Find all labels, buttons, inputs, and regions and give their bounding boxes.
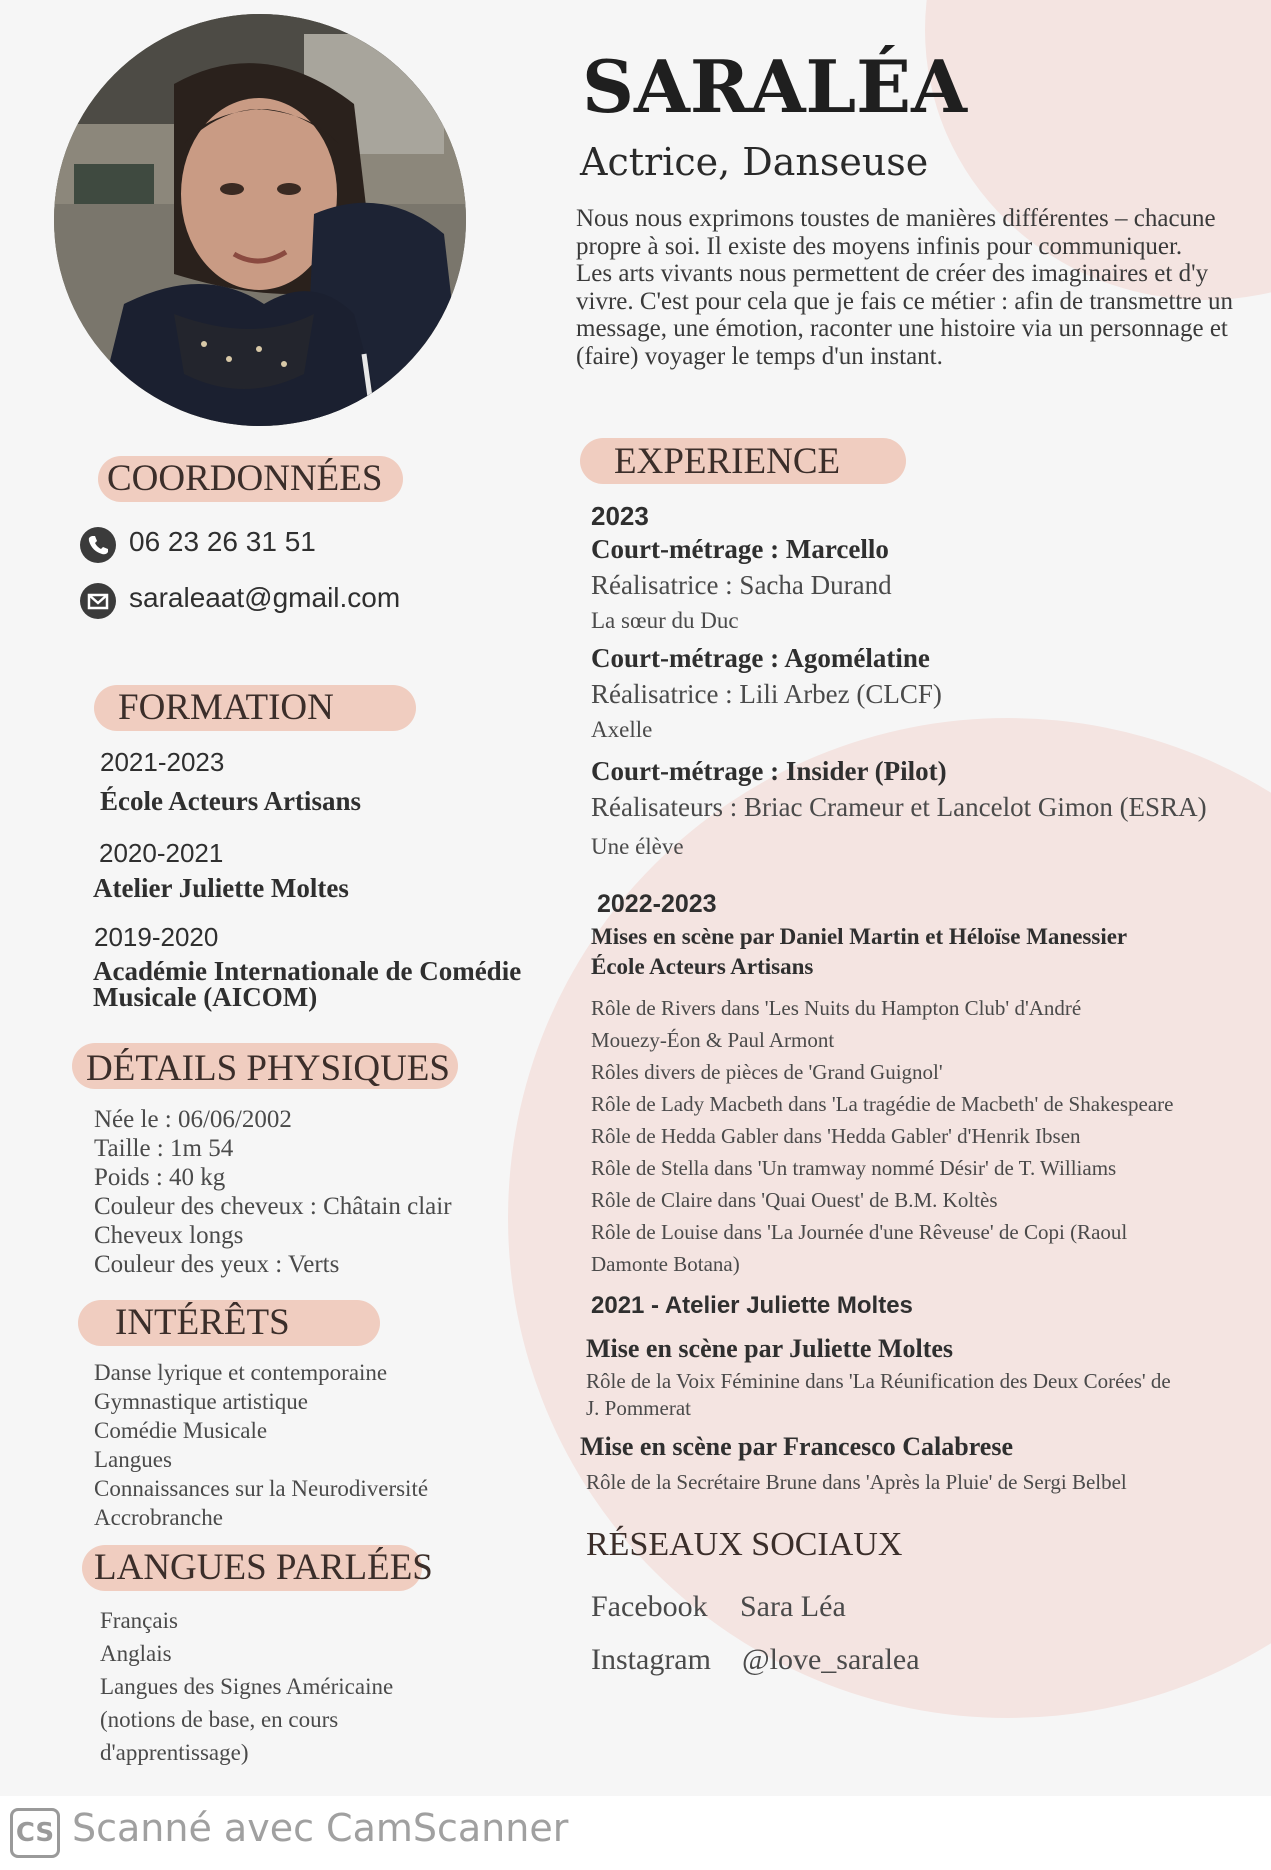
stage-direction-title: Mise en scène par Juliette Moltes xyxy=(586,1334,954,1363)
candidate-role: Actrice, Danseuse xyxy=(580,140,929,184)
stage-role: J. Pommerat xyxy=(586,1396,691,1420)
stage-role: Mouezy-Éon & Paul Armont xyxy=(591,1028,835,1052)
interest-item: Accrobranche xyxy=(94,1505,223,1530)
stage-role: Rôle de la Secrétaire Brune dans 'Après la Pluie' de Sergi Belbel xyxy=(586,1470,1127,1494)
intro-paragraph-1: Nous nous exprimons toustes de manières différentes – chacune propre à soi. Il existe des moyens infinis pour communiquer. xyxy=(576,205,1216,260)
stage-role: Rôle de Claire dans 'Quai Ouest' de B.M. Koltès xyxy=(591,1188,998,1212)
education-year-3: 2019-2020 xyxy=(94,922,219,952)
film-title: Court-métrage : Agomélatine xyxy=(591,643,930,673)
film-role: Axelle xyxy=(591,717,653,742)
language-item: Anglais xyxy=(100,1641,172,1666)
language-item: (notions de base, en cours xyxy=(100,1707,339,1732)
physical-detail: Couleur des yeux : Verts xyxy=(94,1251,340,1278)
language-item: d'apprentissage) xyxy=(100,1740,249,1765)
phone-number[interactable]: 06 23 26 31 51 xyxy=(129,526,316,557)
portrait-illustration xyxy=(54,14,466,426)
film-director: Réalisatrice : Lili Arbez (CLCF) xyxy=(591,679,942,709)
stage-role: Rôle de Stella dans 'Un tramway nommé Désir' de T. Williams xyxy=(591,1156,1117,1180)
film-director: Réalisateurs : Briac Crameur et Lancelot Gimon (ESRA) xyxy=(591,792,1207,822)
social-handle[interactable]: @love_saralea xyxy=(742,1643,920,1676)
interest-item: Connaissances sur la Neurodiversité xyxy=(94,1476,429,1501)
physical-detail: Cheveux longs xyxy=(94,1222,244,1249)
experience-year-2022-2023: 2022-2023 xyxy=(597,890,717,918)
experience-2021-heading: 2021 - Atelier Juliette Moltes xyxy=(591,1292,913,1319)
stage-role: Rôle de Hedda Gabler dans 'Hedda Gabler' d'Henrik Ibsen xyxy=(591,1124,1081,1148)
email-icon xyxy=(80,583,116,619)
stage-role: Rôles divers de pièces de 'Grand Guignol' xyxy=(591,1060,943,1084)
physical-detail: Couleur des cheveux : Châtain clair xyxy=(94,1193,452,1220)
intro-text xyxy=(576,205,1266,370)
stage-direction-title: Mise en scène par Francesco Calabrese xyxy=(580,1432,1013,1461)
scanner-watermark-text: Scanné avec CamScanner xyxy=(72,1806,569,1850)
stage-school: École Acteurs Artisans xyxy=(591,954,814,979)
interests-list xyxy=(94,1358,428,1532)
physical-detail: Taille : 1m 54 xyxy=(94,1135,234,1162)
stage-role: Rôle de Rivers dans 'Les Nuits du Hampton Club' d'André xyxy=(591,996,1082,1020)
social-network-label: Facebook xyxy=(591,1590,708,1623)
phone-icon xyxy=(80,527,116,563)
film-director: Réalisatrice : Sacha Durand xyxy=(591,570,892,600)
language-item: Français xyxy=(100,1608,178,1633)
stage-role: Damonte Botana) xyxy=(591,1252,740,1276)
education-school-1: École Acteurs Artisans xyxy=(100,786,361,816)
interest-item: Gymnastique artistique xyxy=(94,1389,308,1414)
education-school-3: Académie Internationale de Comédie Musicale (AICOM) xyxy=(93,956,522,1012)
education-year-2: 2020-2021 xyxy=(99,838,224,868)
interest-item: Langues xyxy=(94,1447,172,1472)
education-heading: FORMATION xyxy=(118,687,334,728)
stage-2021-role xyxy=(586,1368,1171,1422)
intro-paragraph-2: Les arts vivants nous permettent de créer des imaginaires et d'y vivre. C'est pour cela que je fais ce métier : afin de transmettre un message, une émotion, raconter une histoire via un personnage et (faire) voyager le temps d'un instant. xyxy=(576,260,1234,370)
experience-heading: EXPERIENCE xyxy=(614,441,841,482)
physical-detail: Poids : 40 kg xyxy=(94,1164,226,1191)
stage-direction-title: Mises en scène par Daniel Martin et Héloïse Manessier xyxy=(591,924,1128,949)
education-year-1: 2021-2023 xyxy=(100,747,225,777)
camscanner-logo-icon: CS xyxy=(10,1808,60,1858)
film-title: Court-métrage : Marcello xyxy=(591,534,889,564)
contact-heading: COORDONNÉES xyxy=(107,458,383,499)
stage-role: Rôle de la Voix Féminine dans 'La Réunification des Deux Corées' de xyxy=(586,1369,1171,1393)
film-title: Court-métrage : Insider (Pilot) xyxy=(591,756,947,786)
profile-photo xyxy=(54,14,466,426)
interest-item: Danse lyrique et contemporaine xyxy=(94,1360,388,1385)
stage-roles-list xyxy=(591,992,1174,1280)
email-address[interactable]: saraleaat@gmail.com xyxy=(129,582,401,613)
film-role: Une élève xyxy=(591,834,684,859)
physical-details-list xyxy=(94,1105,452,1279)
physical-detail: Née le : 06/06/2002 xyxy=(94,1106,292,1133)
social-network-label: Instagram xyxy=(591,1643,711,1676)
stage-role: Rôle de Lady Macbeth dans 'La tragédie de Macbeth' de Shakespeare xyxy=(591,1092,1174,1116)
scanner-watermark xyxy=(8,1802,808,1862)
film-role: La sœur du Duc xyxy=(591,608,739,633)
social-handle[interactable]: Sara Léa xyxy=(740,1590,846,1623)
language-item: Langues des Signes Américaine xyxy=(100,1674,394,1699)
experience-year-2023: 2023 xyxy=(591,501,649,531)
stage-role: Rôle de Louise dans 'La Journée d'une Rêveuse' de Copi (Raoul xyxy=(591,1220,1128,1244)
social-heading: RÉSEAUX SOCIAUX xyxy=(586,1526,903,1563)
interest-item: Comédie Musicale xyxy=(94,1418,268,1443)
languages-heading: LANGUES PARLÉES xyxy=(94,1547,433,1588)
education-school-2: Atelier Juliette Moltes xyxy=(93,873,349,903)
languages-list xyxy=(100,1604,393,1769)
physical-heading: DÉTAILS PHYSIQUES xyxy=(86,1048,450,1089)
interests-heading: INTÉRÊTS xyxy=(115,1302,290,1343)
candidate-name: SARALÉA xyxy=(582,44,967,129)
